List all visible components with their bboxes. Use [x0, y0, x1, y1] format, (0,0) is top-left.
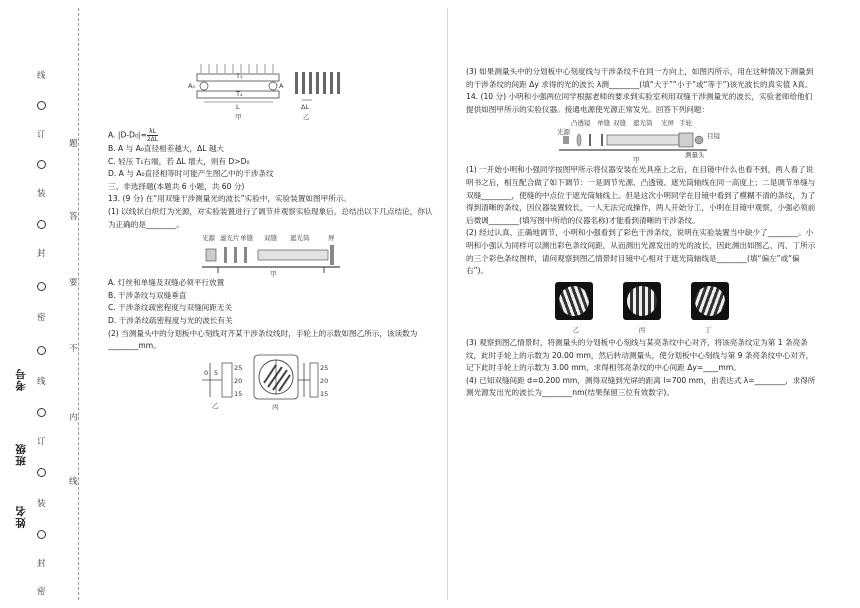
fig1-t2: T₂ — [236, 90, 243, 98]
binding-char: 线 — [69, 477, 78, 487]
binding-char: 不 — [69, 344, 78, 354]
class-label: 班级 — [15, 443, 27, 466]
option-d: D. A 与 A₀直径相等时可能产生图乙中的干涉条纹 — [108, 169, 274, 179]
binding-char: 题 — [69, 139, 78, 149]
optical-bench-figure — [198, 231, 348, 277]
binding-char: 装 — [37, 499, 46, 509]
binding-char: 密 — [37, 587, 46, 597]
wedge-interference-figure — [188, 64, 353, 128]
q13-option-a: A. 灯丝和单缝及双缝必须平行放置 — [108, 278, 225, 288]
micrometer-figure — [198, 353, 348, 415]
fig4-single: 单缝 — [597, 119, 610, 128]
binding-char: 装 — [37, 189, 46, 199]
fig2-jia: 甲 — [270, 270, 277, 279]
binding-char: 要 — [69, 278, 78, 288]
fig3-15: 15 — [234, 389, 243, 398]
fig3-15b: 15 — [320, 389, 329, 398]
question-14-part-2: (2) 经过认真、正确地调节，小明和小强看到了彩色干涉条纹，说明在实验装置当中缺少了________。小明和小强认为同样可以测出彩色条纹间距，从而测出光源发出的光的波长，因此测出如图乙、丙、丁所示的三个彩色条纹图样，请问观察到图乙情景时目镜中心相对于遮光筒轴线是________(填“偏左”或“偏右”)。 — [466, 228, 816, 276]
fig1-t1: T₁ — [236, 72, 243, 80]
fig3-25: 25 — [234, 363, 243, 372]
left-column — [108, 64, 438, 415]
question-14: 14. (10 分) 小明和小强两位同学根据老师的要求到实验室利用双缝干涉测量光的波长，实验老师给他们提供如图甲所示的实验仪器。接通电源使光源正常发光。回答下列问题： — [466, 92, 813, 114]
fig3-bing: 丙 — [272, 402, 279, 411]
binding-circle — [37, 468, 46, 477]
exam-number-label: 考号 — [15, 368, 27, 391]
fig3-zero: 0 — [204, 368, 209, 377]
photo-caption-yi: 乙 — [572, 326, 580, 335]
fig2-tube: 遮光筒 — [290, 234, 310, 243]
option-b: B. A 与 A₀直径相差越大，ΔL 越大 — [108, 144, 225, 153]
right-column — [466, 66, 818, 400]
fringe-photo-bing — [623, 282, 661, 320]
option-a-row — [108, 128, 438, 143]
binding-char: 封 — [37, 249, 46, 259]
question-13-part-1: (1) 以线状白炽灯为光源，对实验装置进行了调节并观察实验现象后，总结出以下几点结论，你认为正确的是________。 — [108, 206, 433, 229]
binding-dashed-line — [78, 8, 79, 600]
fringe-photos — [466, 282, 818, 325]
binding-char: 线 — [37, 71, 46, 81]
binding-char: 答 — [69, 212, 78, 222]
option-c: C. 轻压 T₁右端，若 ΔL 增大，则有 D>D₀ — [108, 156, 250, 166]
question-14-part-4: (4) 已知双缝间距 d=0.200 mm，测得双缝到光屏的距离 l=700 mm，由表达式 λ=________，求得所测光源发出光的波长为________nm(结果保留三位有效数字)。 — [466, 375, 816, 398]
binding-circle — [37, 101, 46, 110]
binding-char: 线 — [37, 377, 46, 387]
binding-circle — [37, 160, 46, 169]
section-heading: 三、非选择题(本题共 6 小题，共 60 分) — [108, 181, 245, 191]
photo-caption-ding: 丁 — [704, 326, 712, 335]
fig2-source: 光源 — [202, 234, 215, 243]
binding-char: 封 — [37, 559, 46, 569]
fig3-20b: 20 — [320, 376, 329, 385]
question-13: 13. (9 分) 在“用双缝干涉测量光的波长”实验中，实验装置如图甲所示。 — [108, 194, 351, 204]
q13-option-b: B. 干涉条纹与双缝垂直 — [108, 290, 187, 300]
option-a-numerator: λL — [147, 128, 158, 136]
binding-margin — [0, 0, 88, 608]
fig4-head: 测量头 — [685, 151, 705, 160]
q13-option-c: C. 干涉条纹疏密程度与双缝间距无关 — [108, 303, 233, 313]
q13-option-d: D. 干涉条纹疏密程度与光的波长有关 — [108, 315, 233, 325]
fig1-dl: ΔL — [301, 103, 310, 111]
question-13-part-3: (3) 如果测量头中的分划板中心刻度线与干涉条纹不在同一方向上，如图丙所示，用在这种情况下测量到的干涉条纹的间距 Δy 求得的光的波长 λ测________(填“大于”“小于”或“等于”)该光波长的真实值 λ真。 — [466, 67, 814, 89]
fig3-yi: 乙 — [212, 401, 219, 410]
option-a-denominator: 2ΔL — [146, 136, 159, 143]
fig4-lens: 凸透镜 — [571, 119, 591, 128]
question-14-part-3: (3) 观察到图乙情景时，将测量头的分划板中心刻线与某亮条纹中心对齐，将该亮条纹定为第 1 条亮条纹，此时手轮上的示数为 20.00 mm，然后转动测量头，使分划板中心刻线与第 9 条亮条纹中心对齐，记下此时手轮上的示数为 3.00 mm，求得相邻亮条纹的中心间距 Δy=____mm。 — [466, 337, 814, 373]
fig4-double: 双缝 — [613, 119, 626, 128]
fig4-eyepiece: 目镜 — [707, 132, 720, 141]
fig4-source: 光源 — [557, 128, 570, 137]
fringe-photo-ding — [691, 282, 729, 320]
fig1-l: L — [236, 103, 240, 111]
fig1-jia: 甲 — [235, 113, 242, 121]
fringe-photo-captions — [466, 324, 818, 337]
binding-char: 密 — [37, 313, 46, 323]
binding-circle — [37, 220, 46, 229]
option-a: A. |D-D₀|= — [108, 130, 147, 140]
binding-circle — [37, 530, 46, 539]
binding-circle — [37, 282, 46, 291]
question-13-part-2: (2) 当测量头中的分划板中心刻线对齐某干涉条纹线时，手轮上的示数如图乙所示，该读数为________mm。 — [108, 328, 418, 351]
fig4-jia: 甲 — [633, 156, 640, 165]
binding-char: 内 — [69, 413, 78, 423]
fig4-screen: 光屏 — [661, 119, 674, 128]
fig1-a0: A₀ — [188, 82, 196, 90]
fig2-filter: 滤光片 — [220, 234, 240, 243]
fig3-20: 20 — [234, 376, 243, 385]
photo-caption-bing: 丙 — [638, 326, 646, 335]
fig4-tube: 遮光筒 — [633, 119, 653, 128]
fig1-a: A — [279, 82, 284, 90]
fig2-screen: 屏 — [328, 234, 335, 243]
page-divider — [447, 8, 448, 600]
experiment-apparatus-figure — [557, 116, 727, 164]
fig3-25b: 25 — [320, 363, 329, 372]
fig3-five: 5 — [214, 368, 219, 377]
binding-circle — [37, 408, 46, 417]
fig1-yi: 乙 — [303, 113, 310, 121]
binding-circle — [37, 346, 46, 355]
question-14-part-1: (1) 一开始小明和小强同学按图甲所示将仪器安装在光具座上之后，在目镜中什么也看不到，两人看了说明书之后，相互配合做了如下调节：一是调节光源、凸透镜、遮光筒轴线在同一高度上；二是调节单缝与双缝________，使缝的中点位于遮光筒轴线上。但是这次小明同学在目镜中看到了模糊不清的条纹，为了得到清晰的条纹，因仪器装置较长，一人无法完成操作，两人开始分工，小明在目镜中观察，小强必须前后微调________(填写图中所给的仪器名称)才能看到清晰的干涉条纹。 — [466, 165, 816, 225]
binding-char: 订 — [37, 437, 46, 447]
name-label: 姓名 — [15, 505, 27, 528]
fig4-wheel: 手轮 — [679, 119, 692, 128]
fig2-double-slit: 双缝 — [264, 234, 277, 243]
fig2-single-slit: 单缝 — [240, 234, 253, 243]
fringe-photo-yi — [555, 282, 593, 320]
binding-char: 订 — [37, 130, 46, 140]
